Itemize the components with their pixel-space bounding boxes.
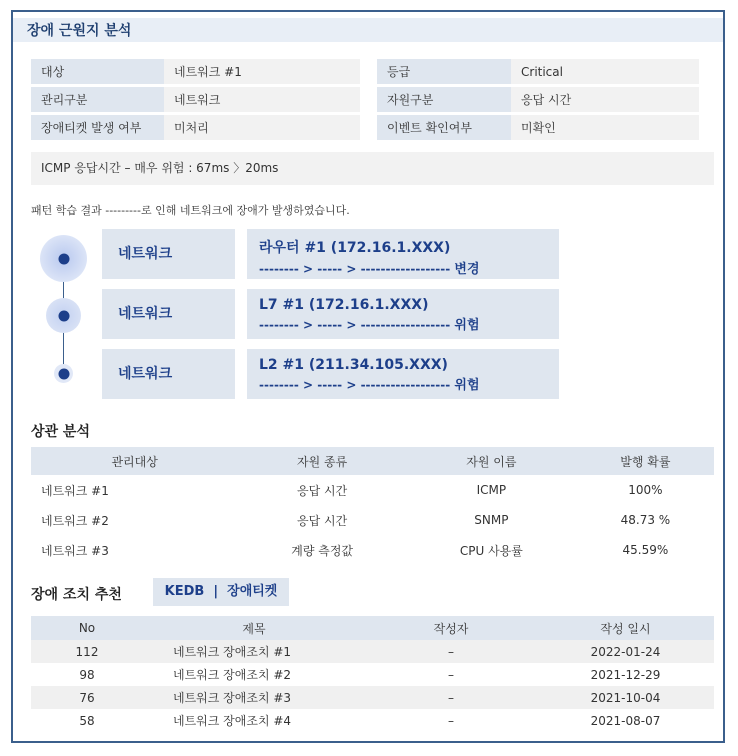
col-header: 자원 종류 xyxy=(238,447,406,475)
target-value: 네트워크 #1 xyxy=(164,59,360,84)
cell: 112 xyxy=(31,640,143,663)
cell: 계량 측정값 xyxy=(291,543,354,558)
grade-value: Critical xyxy=(511,59,699,84)
timeline-dot-1 xyxy=(40,235,87,282)
resource-value: 응답 시간 xyxy=(511,87,699,112)
cell: 네트워크 장애조치 #4 xyxy=(173,714,292,728)
ticket-label: 장애티켓 발생 여부 xyxy=(31,115,164,140)
col-header: 제목 xyxy=(143,616,365,640)
table-row[interactable] xyxy=(31,663,714,686)
table-row[interactable] xyxy=(31,535,714,565)
table-row[interactable] xyxy=(31,686,714,709)
device-path: -------- > ----- > ------------------ xyxy=(259,318,455,332)
resource-label: 자원구분 xyxy=(377,87,511,112)
section-header xyxy=(13,18,723,42)
cell: 네트워크 #1 xyxy=(41,483,109,498)
cell: 네트워크 장애조치 #1 xyxy=(143,640,365,663)
icmp-alert: ICMP 응답시간 – 매우 위험 : 67ms 〉20ms xyxy=(31,152,714,185)
kedb-ticket-tab[interactable]: KEDB | 장애티켓 xyxy=(153,578,289,606)
table-row[interactable] xyxy=(31,640,714,663)
cell: 48.73 % xyxy=(620,513,671,527)
cell: 100% xyxy=(628,483,663,497)
timeline-device-3 xyxy=(247,349,559,399)
cell: 2021-12-29 xyxy=(590,667,661,682)
timeline-dot-2 xyxy=(46,298,81,333)
ticket-value: 미처리 xyxy=(164,115,360,140)
section-title: 장애 근원지 분석 xyxy=(27,23,132,39)
mgmt-label: 관리구분 xyxy=(31,87,164,112)
cell: 76 xyxy=(31,686,143,709)
cell: 2021-10-04 xyxy=(537,686,714,709)
recommend-title: 장애 조치 추천 xyxy=(31,587,122,603)
device-status: 변경 xyxy=(454,262,480,277)
device-name: L2 #1 (211.34.105.XXX) xyxy=(259,357,448,373)
device-path: -------- > ----- > ------------------ xyxy=(259,378,455,392)
table-row[interactable] xyxy=(31,709,714,732)
pattern-result-text: 패턴 학습 결과 ---------로 인해 네트워크에 장애가 발생하였습니다. xyxy=(31,204,350,217)
cell: SNMP xyxy=(474,513,509,527)
cell: – xyxy=(448,667,454,682)
timeline-net-2: 네트워크 xyxy=(102,289,235,339)
device-name: 라우터 #1 (172.16.1.XXX) xyxy=(259,240,451,256)
cell: – xyxy=(365,686,537,709)
cell: ICMP xyxy=(476,483,507,497)
event-label: 이벤트 확인여부 xyxy=(377,115,511,140)
cell: 네트워크 #3 xyxy=(41,543,109,558)
cell: 응답 시간 xyxy=(297,483,348,498)
cell: 2022-01-24 xyxy=(537,640,714,663)
info-table xyxy=(31,56,699,143)
cell: 2021-08-07 xyxy=(590,713,661,728)
correlation-table xyxy=(31,447,714,565)
col-header: 작성 일시 xyxy=(537,616,714,640)
recommend-table xyxy=(31,616,714,732)
col-header: 관리대상 xyxy=(31,447,238,475)
cell: 응답 시간 xyxy=(297,513,348,528)
device-path: -------- > ----- > ------------------ xyxy=(259,262,455,276)
cell: 45.59% xyxy=(622,543,669,557)
cell: 58 xyxy=(79,713,95,728)
grade-label: 등급 xyxy=(377,59,511,84)
cell: CPU 사용률 xyxy=(459,543,523,558)
cell: 98 xyxy=(79,667,95,682)
target-label: 대상 xyxy=(31,59,164,84)
cell: 네트워크 장애조치 #2 xyxy=(173,668,292,682)
timeline-device-1 xyxy=(247,229,559,279)
timeline-net-3: 네트워크 xyxy=(102,349,235,399)
table-row[interactable] xyxy=(31,475,714,505)
event-value: 미확인 xyxy=(511,115,699,140)
col-header: 작성자 xyxy=(365,616,537,640)
table-row[interactable] xyxy=(31,505,714,535)
timeline-dot-3 xyxy=(54,364,73,383)
device-status: 위험 xyxy=(454,378,480,393)
device-status: 위험 xyxy=(454,318,480,333)
col-header: 발행 확률 xyxy=(577,447,714,475)
timeline-net-1: 네트워크 xyxy=(102,229,235,279)
correlation-title: 상관 분석 xyxy=(31,424,90,440)
col-header: No xyxy=(31,616,143,640)
cell: 네트워크 장애조치 #3 xyxy=(143,686,365,709)
cell: 네트워크 #2 xyxy=(41,513,109,528)
mgmt-value: 네트워크 xyxy=(164,87,360,112)
cell: – xyxy=(365,640,537,663)
timeline-device-2 xyxy=(247,289,559,339)
col-header: 자원 이름 xyxy=(406,447,577,475)
cell: – xyxy=(448,713,454,728)
device-name: L7 #1 (172.16.1.XXX) xyxy=(259,297,429,313)
